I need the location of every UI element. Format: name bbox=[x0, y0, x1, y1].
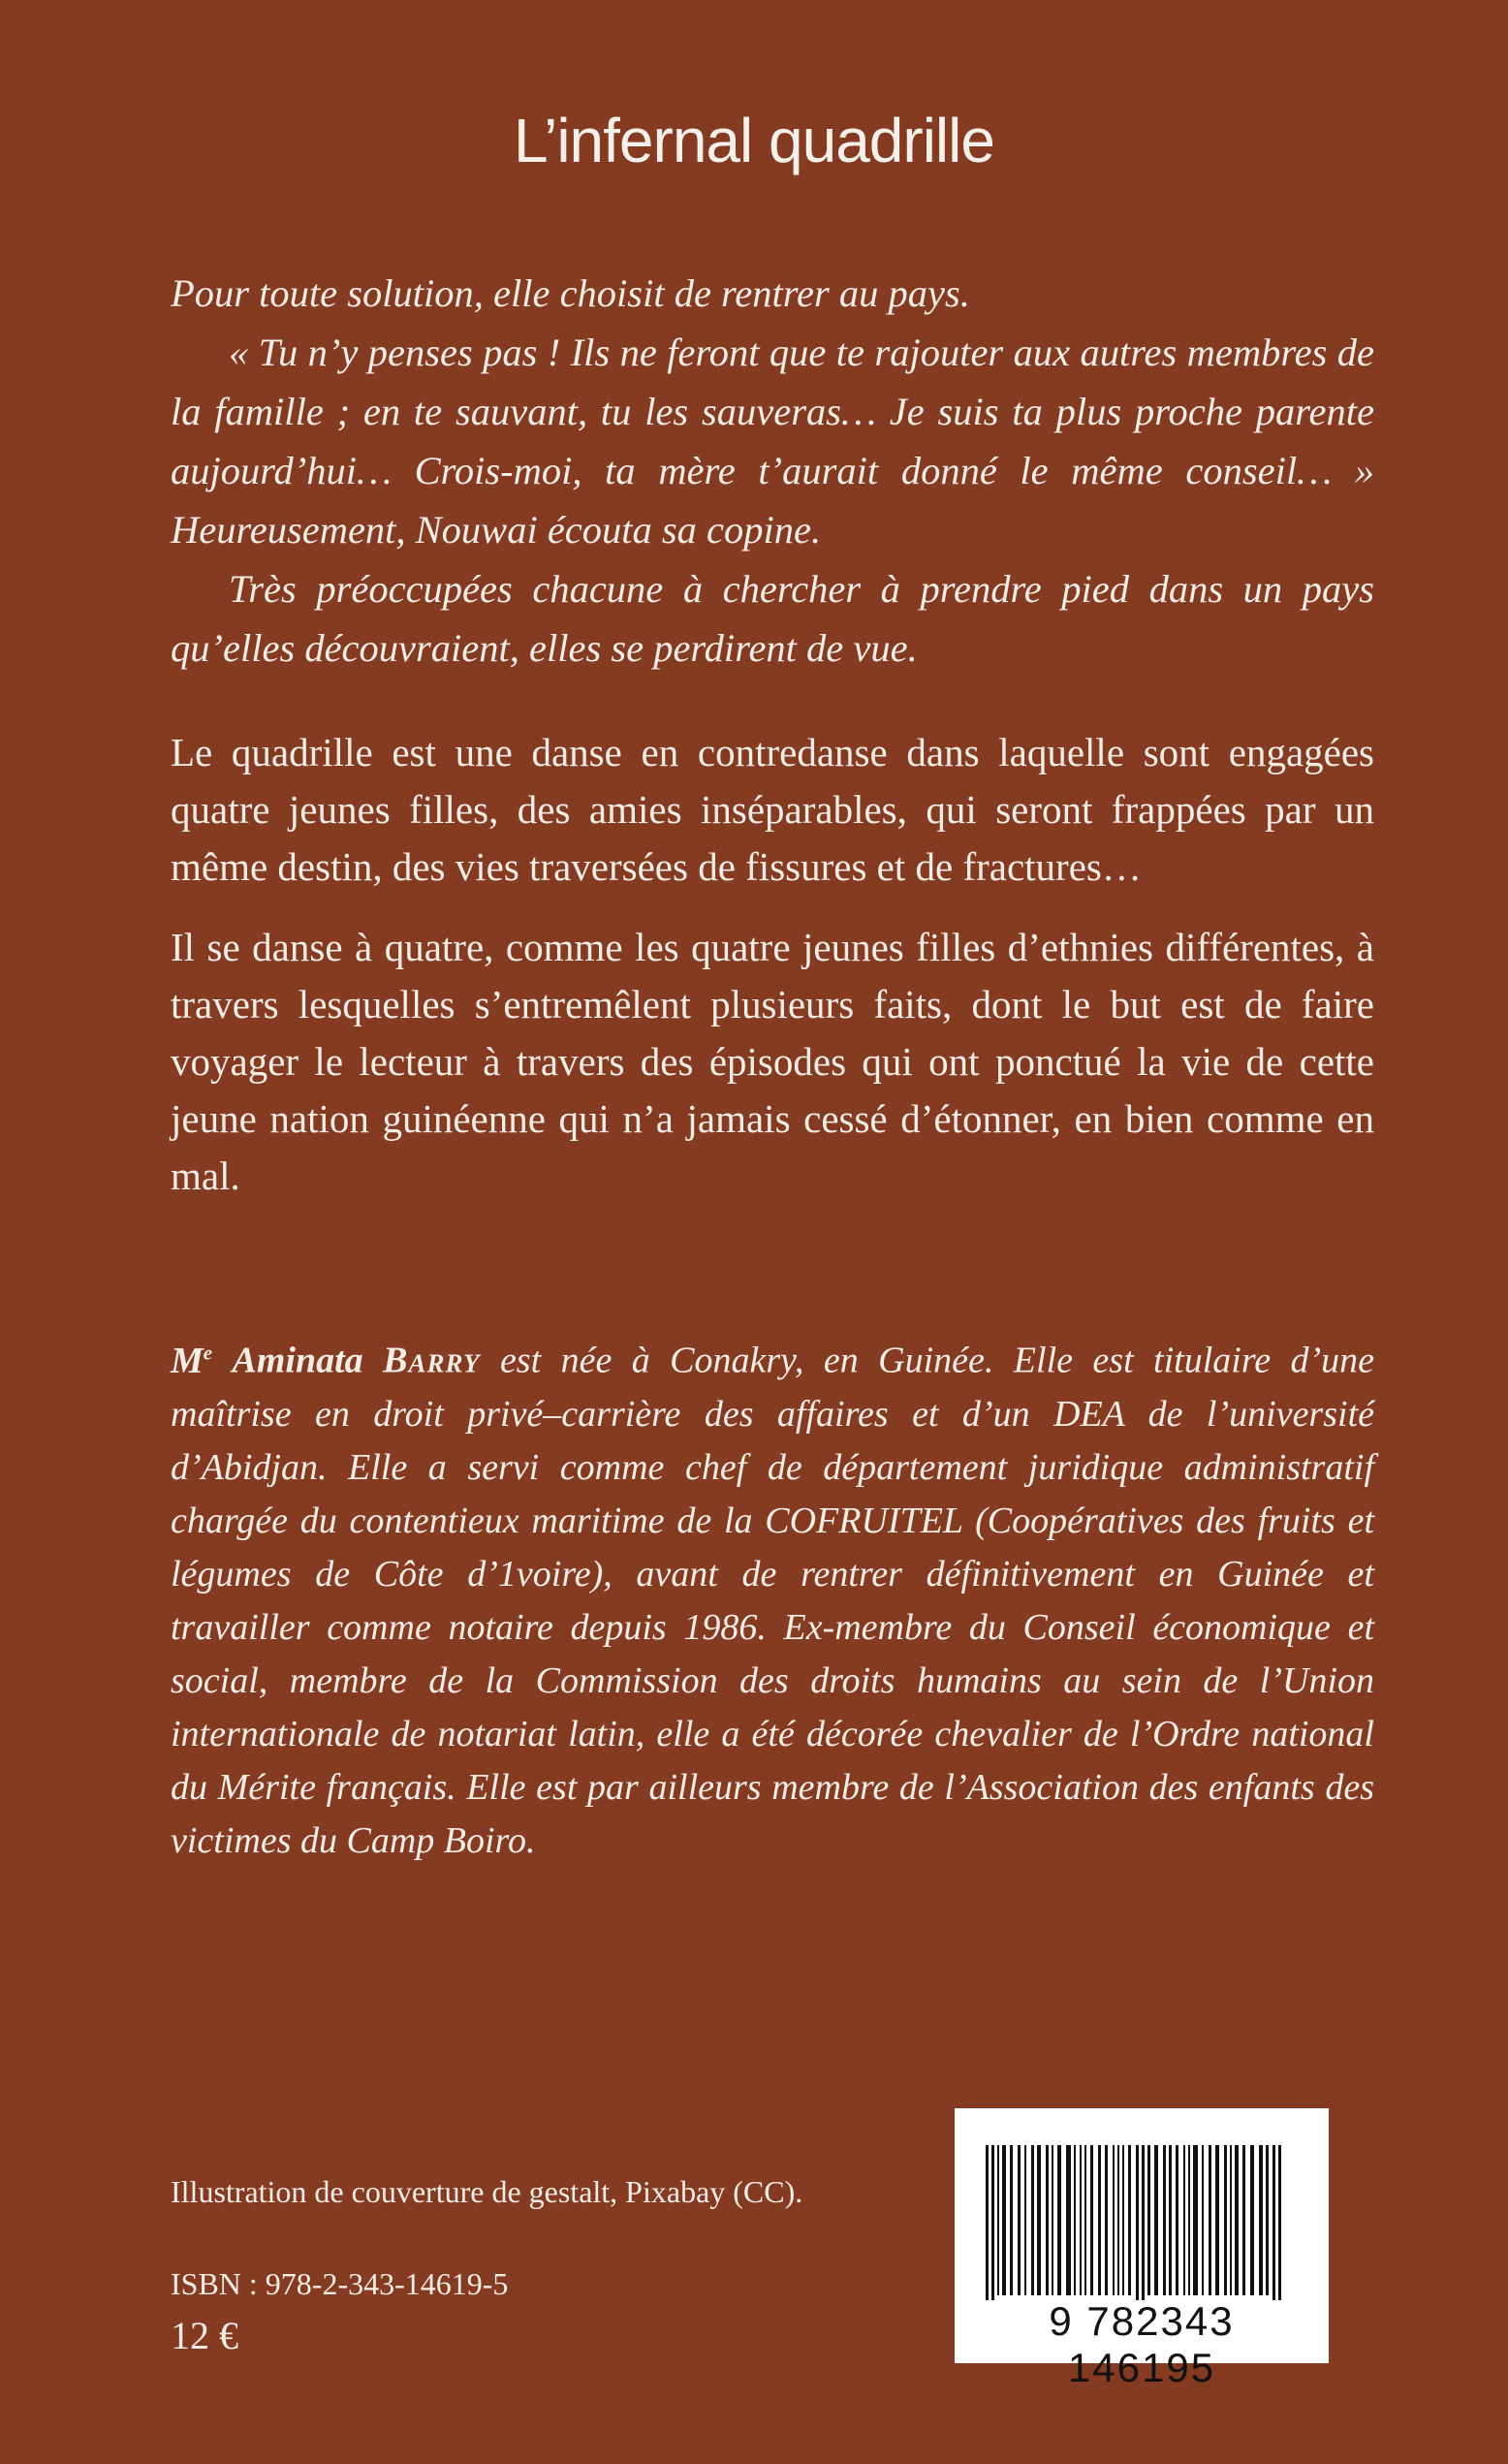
barcode-bar bbox=[1098, 2145, 1101, 2295]
isbn: ISBN : 978-2-343-14619-5 bbox=[171, 2266, 509, 2301]
barcode-bar bbox=[1080, 2145, 1082, 2295]
barcode-bar bbox=[1266, 2145, 1269, 2295]
barcode-bar bbox=[1105, 2145, 1108, 2295]
barcode-box bbox=[955, 2108, 1329, 2390]
excerpt-paragraph: Très préoccupées chacune à chercher à prendre pied dans un pays qu’elles découvraient, elles se perdirent de vue. bbox=[171, 567, 1374, 670]
barcode-bar bbox=[1176, 2145, 1178, 2295]
cover-credit: Illustration de couverture de gestalt, Pixabay (CC). bbox=[171, 2174, 803, 2209]
author-last-name: Barry bbox=[383, 1340, 481, 1381]
book-title: L’infernal quadrille bbox=[514, 106, 994, 175]
barcode-bar bbox=[1272, 2145, 1275, 2300]
barcode-bar bbox=[1250, 2145, 1254, 2295]
excerpt-paragraph: « Tu n’y penses pas ! Ils ne feront que te rajouter aux autres membres de la famille ; en te sauvant, tu les sauveras… Je suis ta plus proche parente aujourd’hui… Crois-moi, ta mère t’aurait donné le même conseil… » Heureusement, Nouwai écouta sa copine. bbox=[171, 331, 1374, 552]
barcode-bar bbox=[1188, 2145, 1190, 2295]
barcode-bar bbox=[1066, 2145, 1071, 2295]
barcode-bar bbox=[1057, 2145, 1061, 2295]
barcode-bar bbox=[1052, 2145, 1053, 2295]
barcode-bar bbox=[991, 2145, 994, 2300]
barcode-bar bbox=[1117, 2145, 1119, 2295]
barcode-bar bbox=[1224, 2145, 1227, 2295]
barcode-bar bbox=[1202, 2145, 1204, 2295]
barcode-bar bbox=[1031, 2145, 1034, 2295]
barcode-bar bbox=[1147, 2145, 1150, 2295]
barcode-bar bbox=[1113, 2145, 1115, 2295]
barcode-bar bbox=[1169, 2145, 1172, 2295]
barcode-bar bbox=[1037, 2145, 1041, 2295]
barcode-bar bbox=[1193, 2145, 1198, 2295]
barcode-bar bbox=[1046, 2145, 1049, 2295]
author-bio bbox=[171, 1326, 1374, 1868]
barcode-digits: 9 782343 146195 bbox=[1049, 2298, 1235, 2390]
barcode-bar bbox=[1235, 2145, 1239, 2295]
excerpt bbox=[171, 264, 1374, 678]
barcode-bar bbox=[1259, 2145, 1263, 2295]
summary bbox=[171, 724, 1374, 1228]
barcode-bar bbox=[1090, 2145, 1093, 2295]
barcode-bar bbox=[1215, 2145, 1219, 2295]
author-honorific: Me bbox=[171, 1340, 213, 1381]
barcode-bar bbox=[1278, 2145, 1281, 2300]
price: 12 € bbox=[171, 2314, 238, 2357]
barcode-bar bbox=[1074, 2145, 1076, 2295]
author-bio-paragraph bbox=[171, 1326, 1374, 1868]
barcode-bar bbox=[1018, 2145, 1021, 2295]
barcode-bar bbox=[986, 2145, 989, 2300]
barcode-bar bbox=[1183, 2145, 1185, 2295]
barcode-bar bbox=[997, 2145, 999, 2295]
barcode-icon bbox=[982, 2145, 1302, 2300]
author-bio-text: est née à Conakry, en Guinée. Elle est titulaire d’une maîtrise en droit privé–carrière des affaires et d’un DEA de l’université d’Abidjan. Elle a servi comme chef de département juridique administratif chargée du contentieux maritime de la COFRUITEL (Coopératives des fruits et légumes de Côte d’1voire), avant de rentrer définitivement en Guinée et travailler comme notaire depuis 1986. Ex-membre du Conseil économique et social, membre de la Commission des droits humains au sein de l’Union internationale de notariat latin, elle a été décorée chevalier de l’Ordre national du Mérite français. Elle est par ailleurs membre de l’Association des enfants des victimes du Camp Boiro. bbox=[171, 1340, 1375, 1861]
summary-paragraph: Le quadrille est une danse en contredanse dans laquelle sont engagées quatre jeunes filles, des amies inséparables, qui seront frappées par un même destin, des vies traversées de fissures et de fractures… bbox=[171, 730, 1374, 889]
barcode-bar bbox=[1209, 2145, 1211, 2295]
barcode-bar bbox=[1242, 2145, 1245, 2295]
barcode-bar bbox=[1230, 2145, 1232, 2295]
barcode-bar bbox=[1002, 2145, 1006, 2295]
barcode-bar bbox=[1024, 2145, 1026, 2295]
barcode-bar bbox=[1128, 2145, 1131, 2295]
barcode-bar bbox=[1010, 2145, 1013, 2295]
summary-paragraph: Il se danse à quatre, comme les quatre jeunes filles d’ethnies différentes, à travers lesquelles s’entremêlent plusieurs faits, dont le but est de faire voyager le lecteur à travers des épisodes qui ont ponctué la vie de cette jeune nation guinéenne qui n’a jamais cessé d’étonner, en bien comme en mal. bbox=[171, 925, 1374, 1198]
barcode-bar bbox=[1084, 2145, 1086, 2295]
barcode-bar bbox=[1154, 2145, 1158, 2295]
barcode-bar bbox=[1122, 2145, 1124, 2295]
author-first-name: Aminata bbox=[232, 1340, 363, 1381]
excerpt-paragraph: Pour toute solution, elle choisit de rentrer au pays. bbox=[171, 271, 970, 315]
barcode-bar bbox=[1163, 2145, 1166, 2295]
barcode-bar bbox=[1142, 2145, 1145, 2300]
barcode-bar bbox=[1136, 2145, 1139, 2300]
